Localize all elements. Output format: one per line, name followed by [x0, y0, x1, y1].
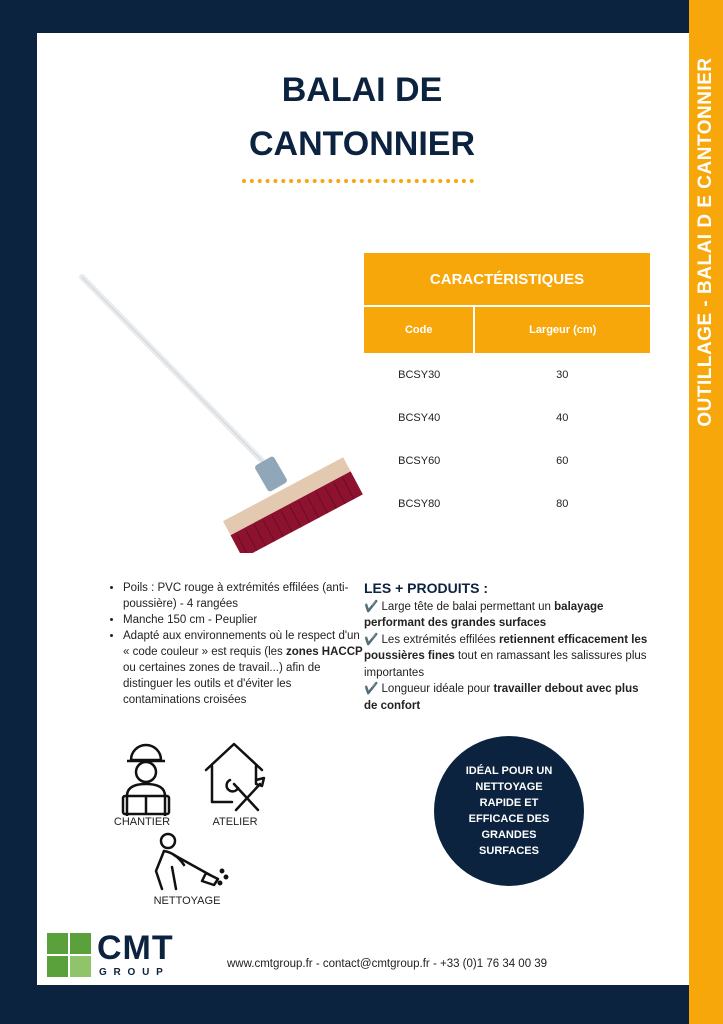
logo-squares	[47, 933, 91, 977]
benefit-text: Les extrémités effilées	[381, 633, 499, 646]
usage-label-chantier: CHANTIER	[113, 816, 171, 828]
cell-width: 60	[556, 454, 569, 467]
broom-photo	[72, 263, 372, 553]
title-line-2: CANTONNIER	[248, 125, 476, 163]
column-width: Largeur (cm)	[474, 306, 650, 353]
table-row	[364, 482, 650, 525]
cell-code: BCSY80	[398, 497, 441, 510]
logo-wordmark: CMT	[97, 929, 174, 967]
table-row	[364, 396, 650, 439]
company-logo	[47, 929, 192, 981]
title-line-1: BALAI DE	[281, 71, 443, 109]
usage-label-atelier: ATELIER	[212, 816, 258, 828]
list-item	[123, 628, 369, 708]
cell-code: BCSY30	[398, 368, 441, 381]
cell-width: 30	[556, 368, 569, 381]
feature-bold: zones HACCP	[286, 646, 363, 658]
title-divider	[242, 179, 474, 183]
workshop-tools-icon	[202, 740, 267, 814]
benefit-item	[364, 599, 654, 632]
benefit-bold: balayage performant des grandes surfaces	[364, 600, 604, 629]
benefit-item	[364, 632, 654, 682]
product-title	[197, 63, 527, 171]
table-row	[364, 439, 650, 482]
highlight-badge	[434, 736, 584, 886]
benefit-text: Large tête de balai permettant un	[381, 600, 555, 613]
contact-footer: www.cmtgroup.fr - contact@cmtgroup.fr - +33 (0)1 76 34 00 39	[227, 958, 548, 970]
product-sheet	[37, 33, 689, 985]
check-icon: ✔️	[364, 600, 379, 613]
specifications-table	[364, 253, 650, 525]
benefit-text: tout en ramassant les salissures plus importantes	[364, 650, 647, 679]
cell-code: BCSY40	[398, 411, 441, 424]
cell-code: BCSY60	[398, 454, 441, 467]
product-benefits	[364, 580, 654, 714]
construction-worker-icon	[115, 740, 177, 818]
benefit-bold: retiennent efficacement les poussières fines	[364, 633, 648, 662]
list-item: • Manche 150 cm - Peuplier	[123, 612, 369, 628]
list-item: • Poils : PVC rouge à extrémités effilées (anti-poussière) - 4 rangées	[123, 580, 369, 612]
benefit-bold: travailler debout avec plus de confort	[364, 683, 639, 712]
benefit-text: Longueur idéale pour	[381, 683, 494, 695]
side-category-label: OUTILLAGE - BALAI D E CANTONNIER	[695, 57, 716, 427]
feature-text: Adapté aux environnements où le respect d'un « code couleur » est requis (les	[123, 630, 360, 658]
table-row	[364, 353, 650, 396]
feature-list	[107, 580, 369, 708]
logo-subtitle: G R O U P	[99, 967, 165, 978]
sweeping-person-icon	[150, 831, 230, 893]
cell-width: 80	[556, 497, 569, 510]
check-icon: ✔️	[364, 683, 379, 695]
highlight-text: IDÉAL POUR UN NETTOYAGE RAPIDE ET EFFICACE DES GRANDES SURFACES	[465, 765, 553, 857]
feature-text: ou certaines zones de travail...) afin de distinguer les outils et d'éviter les contaminations croisées	[123, 662, 321, 706]
specifications-title: CARACTÉRISTIQUES	[364, 253, 650, 306]
column-code: Code	[364, 306, 474, 353]
cell-width: 40	[556, 411, 569, 424]
benefits-heading: LES + PRODUITS :	[364, 580, 489, 596]
usage-label-nettoyage: NETTOYAGE	[153, 895, 221, 907]
check-icon: ✔️	[364, 633, 379, 646]
benefit-item	[364, 681, 654, 714]
